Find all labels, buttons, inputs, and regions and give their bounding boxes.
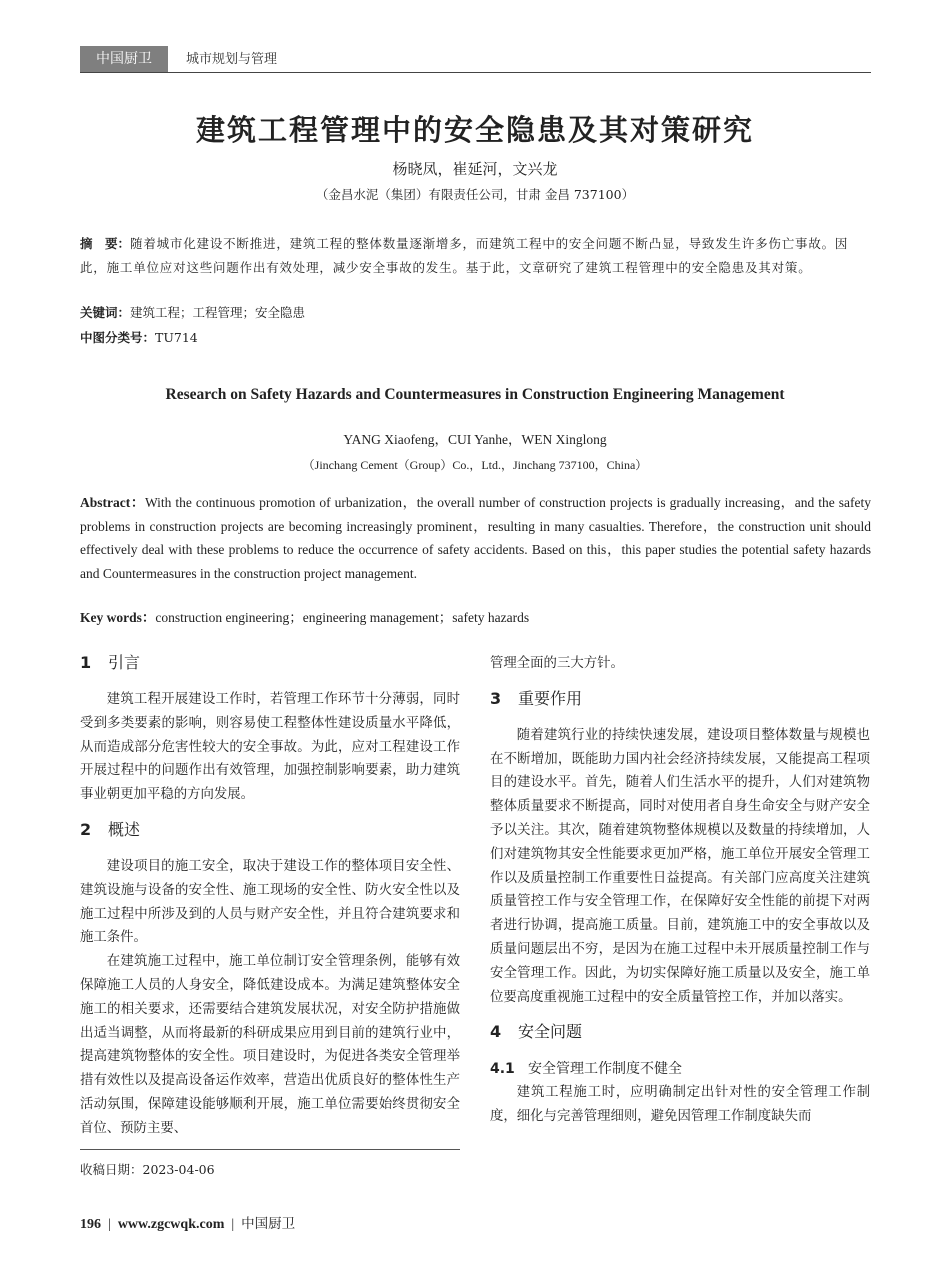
section-heading-3 [490, 686, 870, 712]
english-affiliation: （Jinchang Cement（Group）Co.，Ltd.，Jinchang 737100，China） [302, 458, 648, 472]
keywords-en-label: Key words： [80, 610, 156, 625]
clc-text: TU714 [155, 330, 198, 345]
keywords-cn-text: 建筑工程；工程管理；安全隐患 [130, 305, 306, 320]
keywords-en [80, 606, 871, 630]
right-column [490, 652, 870, 1129]
section-title: 引言 [108, 653, 141, 672]
section-number: 3 [490, 688, 502, 708]
paper-title: 建筑工程管理中的安全隐患及其对策研究 [195, 113, 754, 147]
subsection-title: 安全管理工作制度不健全 [528, 1061, 682, 1078]
section-number: 1 [80, 653, 92, 672]
english-title: Research on Safety Hazards and Countermeasures in Construction Engineering Management [165, 386, 785, 403]
abstract-en-text: With the continuous promotion of urbanization，the overall number of construction projects is gradually increasing，and the safety problems in construction projects are becoming increasingly prominent，resulting in many casualties. Therefore，the construction unit should effectively deal with these problems to reduce the occurrence of safety accidents. Based on this，this paper studies the potential safety hazards and Countermeasures in the construction project management. [80, 495, 871, 581]
abstract-en [80, 491, 871, 585]
section-number: 2 [80, 819, 92, 839]
clc-label: 中图分类号： [80, 330, 156, 345]
paragraph: 建设项目的施工安全，取决于建设工作的整体项目安全性、建筑设施与设备的安全性、施工现场的安全性、防火安全性以及施工过程中所涉及到的人员与财产安全性，并且符合建筑要求和施工条件。 [80, 858, 460, 946]
subsection-number: 4.1 [490, 1061, 515, 1078]
journal-tag: 中国厨卫 [80, 46, 168, 72]
english-authors: YANG Xiaofeng，CUI Yanhe，WEN Xinglong [343, 432, 607, 447]
page-footer [80, 1212, 295, 1233]
paragraph: 建筑工程开展建设工作时，若管理工作环节十分薄弱，同时受到多类要素的影响，则容易使工程整体性建设质量水平降低，从而造成部分危害性较大的安全事故。为此，应对工程建设工作开展过程中的问题作出有效管理，加强控制影响要素，助力建筑事业朝更加平稳的方向发展。 [80, 692, 460, 803]
footer-divider: | [231, 1217, 235, 1232]
abstract-cn-label: 摘 要： [80, 236, 131, 251]
authors: 杨晓凤，崔延河，文兴龙 [392, 160, 558, 178]
section-name: 城市规划与管理 [186, 52, 278, 67]
section-title: 重要作用 [518, 688, 583, 708]
subsection-heading-4-1 [490, 1057, 870, 1081]
journal-url[interactable]: www.zgcwqk.com [117, 1217, 225, 1232]
abstract-cn-text: 随着城市化建设不断推进，建筑工程的整体数量逐渐增多，而建筑工程中的安全问题不断凸显，导致发生许多伤亡事故。因此，施工单位应对这些问题作出有效处理，减少安全事故的发生。基于此，文章研究了建筑工程管理中的安全隐患及其对策。 [80, 236, 849, 275]
footer-divider: | [108, 1217, 111, 1232]
affiliation: （金昌水泥（集团）有限责任公司，甘肃 金昌 737100） [315, 187, 635, 202]
footnote-divider [80, 1149, 460, 1150]
running-header [80, 46, 871, 73]
keywords-cn-label: 关键词： [80, 305, 131, 320]
section-heading-4 [490, 1019, 870, 1045]
section-heading-2 [80, 817, 460, 843]
section-title: 安全问题 [518, 1022, 583, 1042]
clc-number [80, 327, 871, 349]
page-number: 196 [80, 1217, 101, 1232]
section-heading-1 [80, 650, 460, 676]
paragraph: 建筑工程施工时，应明确制定出针对性的安全管理工作制度，细化与完善管理细则，避免因管理工作制度缺失而 [490, 1085, 870, 1125]
abstract-cn [80, 232, 871, 280]
keywords-en-text: construction engineering；engineering management；safety hazards [155, 610, 530, 625]
paragraph-continued: 管理全面的三大方针。 [490, 656, 624, 671]
left-column [80, 650, 460, 1141]
received-date: 收稿日期：2023-04-06 [80, 1162, 215, 1177]
footer-journal-name: 中国厨卫 [241, 1216, 296, 1232]
keywords-cn [80, 302, 871, 324]
section-number: 4 [490, 1022, 502, 1042]
paragraph: 随着建筑行业的持续快速发展，建设项目整体数量与规模也在不断增加，既能助力国内社会经济持续发展，又能提高工程项目的建设水平。首先，随着人们生活水平的提升，人们对建筑物整体质量要求不断提高，同时对使用者自身生命安全与财产安全予以关注。其次，随着建筑物整体规模以及数量的持续增加，人们对建筑物其安全性能要求更加严格，施工单位开展安全管理工作以及质量控制工作重要性日益提高。有关部门应高度关注建筑质量管控工作与安全管理工作，在保障好安全性能的前提下对两者进行协调，提高施工质量。目前，建筑施工中的安全事故以及质量问题层出不穷，是因为在施工过程中未开展质量控制工作与安全管理工作。因此，为切实保障好施工质量以及安全，施工单位要高度重视施工过程中的安全质量管控工作，并加以落实。 [490, 727, 870, 1005]
section-title: 概述 [108, 819, 141, 839]
abstract-en-label: Abstract： [80, 495, 145, 510]
paragraph: 在建筑施工过程中，施工单位制订安全管理条例，能够有效保障施工人员的人身安全，降低建设成本。为满足建筑整体安全施工的相关要求，还需要结合建筑发展状况，对安全防护措施做出适当调整，从而将最新的科研成果应用到目前的建筑行业中，提高建筑物整体的安全性。项目建设时，为促进各类安全管理举措有效性以及提高设备运作效率，营造出优质良好的整体性生产活动氛围，保障建设能够顺利开展，施工单位需要始终贯彻安全首位、预防主要、 [80, 954, 460, 1136]
